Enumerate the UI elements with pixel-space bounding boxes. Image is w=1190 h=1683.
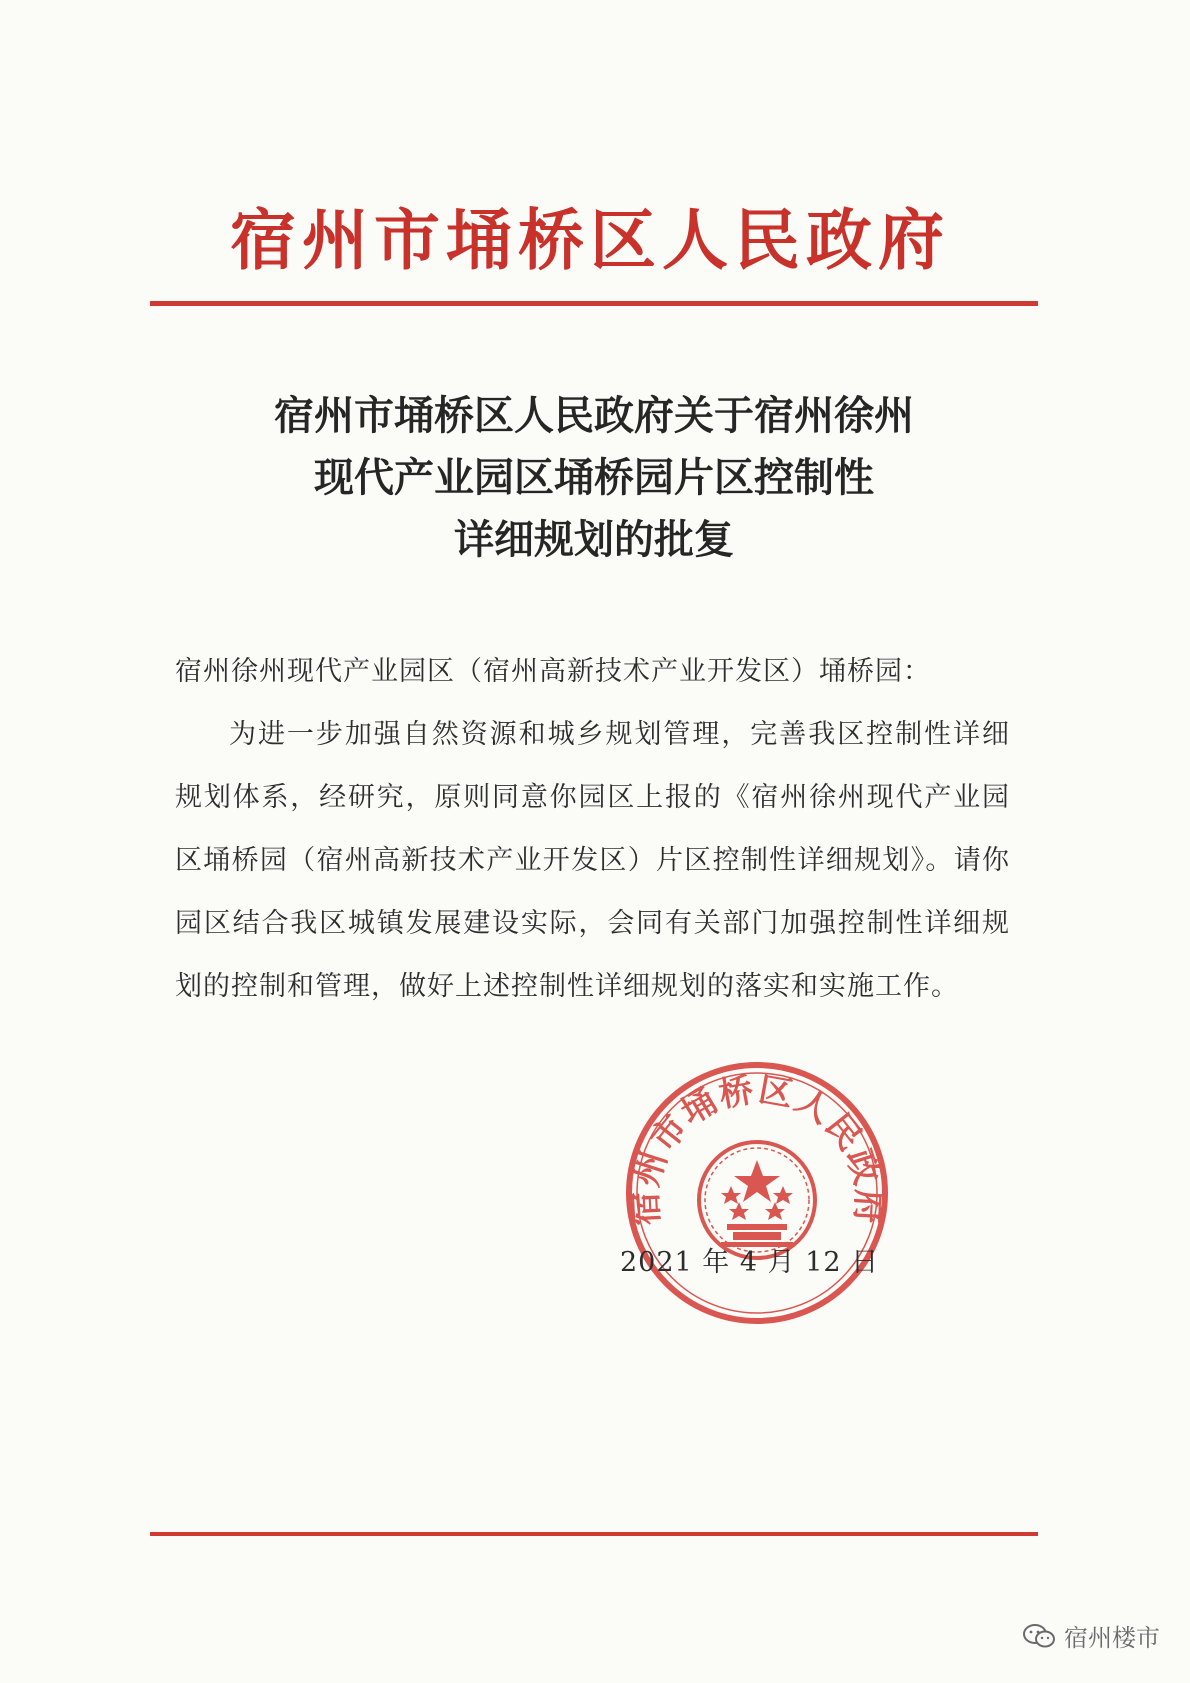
letterhead-red-rule xyxy=(150,301,1038,306)
watermark xyxy=(1022,1618,1160,1653)
addressee: 宿州徐州现代产业园区（宿州高新技术产业开发区）埇桥园： xyxy=(175,656,931,687)
seal-text: 宿州市埇桥区人民政府 xyxy=(625,1069,889,1227)
document-date: 2021 年 4 月 12 日 xyxy=(620,1247,880,1278)
body-paragraph: 为进一步加强自然资源和城乡规划管理，完善我区控制性详细规划体系，经研究，原则同意你园区上报的《宿州徐州现代产业园区埇桥园（宿州高新技术产业开发区）片区控制性详细规划》。请你园区结合我区城镇发展建设实际，会同有关部门加强控制性详细规划的控制和管理，做好上述控制性详细规划的落实和实施工作。 xyxy=(175,719,1010,1002)
official-seal-icon xyxy=(622,1058,892,1328)
wechat-icon xyxy=(1022,1622,1056,1650)
document-title-line: 现代产业园区埇桥园片区控制性 xyxy=(314,454,874,501)
document-title-line: 详细规划的批复 xyxy=(454,516,734,563)
letterhead-title: 宿州市埇桥区人民政府 xyxy=(230,201,950,279)
document-body xyxy=(175,640,1010,1018)
footer-red-rule xyxy=(150,1532,1038,1536)
document-title-line: 宿州市埇桥区人民政府关于宿州徐州 xyxy=(274,392,914,439)
svg-text:宿州市埇桥区人民政府 xyxy=(625,1070,888,1227)
watermark-label: 宿州楼市 xyxy=(1064,1624,1160,1652)
document-title xyxy=(150,385,1038,571)
